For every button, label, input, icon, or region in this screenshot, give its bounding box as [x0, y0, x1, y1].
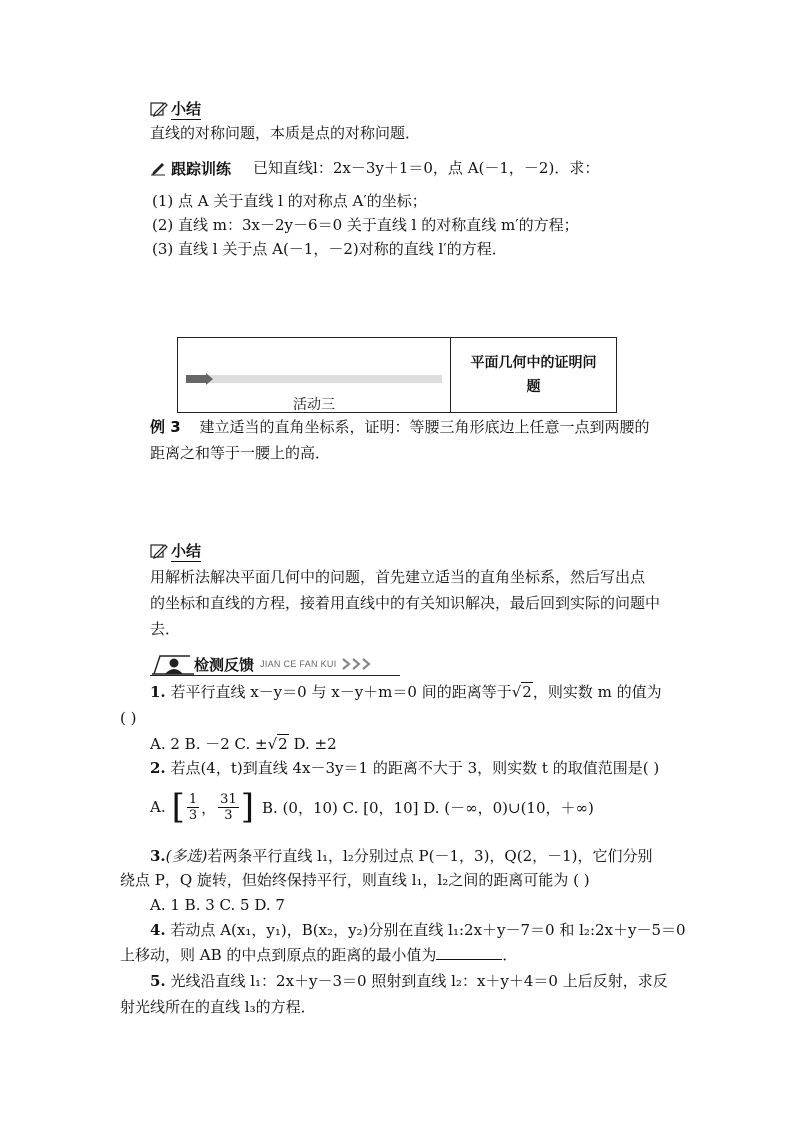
question-2 [150, 757, 659, 779]
activity-table [177, 337, 617, 413]
tracking-title: 跟踪训练 [171, 159, 232, 178]
q1-sqrt: √2 [511, 683, 532, 701]
q5-line2: 射光线所在的直线 l₃的方程． [120, 998, 316, 1016]
feedback-subtitle: JIAN CE FAN KUI [260, 659, 337, 669]
q4-number: 4. [150, 921, 166, 939]
q1-opt-sqrt: √2 [267, 735, 288, 753]
q3-options: A. 1 B. 3 C. 5 D. 7 [150, 896, 285, 914]
summary-title: 小结 [171, 100, 202, 118]
activity-cell [178, 338, 451, 412]
summary2-line2: 的坐标和直线的方程，接着用直线中的有关知识解决，最后回到实际的问题中 [150, 594, 661, 612]
q4-line2: 上移动，则 AB 的中点到原点的距离的最小值为 ． [120, 946, 518, 964]
feedback-underline [150, 675, 400, 676]
question-1 [150, 681, 662, 703]
q2-option-a-label: A. [150, 798, 166, 816]
activity-topic-line1: 平面几何中的证明问 [470, 355, 597, 371]
chevrons-right-icon [341, 658, 375, 670]
q2-number: 2. [150, 759, 166, 777]
q2-options: A. [ $\frac{1}{3}$ ， $\frac{31}{3}$ ] B. (0，10) C. [0，10] D. (－∞，0)∪(10，＋∞) [150, 787, 594, 827]
progress-bar [186, 375, 442, 383]
summary-header [150, 98, 201, 120]
q1-options: A. 2 B. －2 C. ±√2 D. ±2 [150, 735, 337, 753]
q2-text: 若点(4，t)到直线 4x－3y＝1 的距离不大于 3，则实数 t 的取值范围是( ) [170, 759, 660, 777]
question-5 [150, 970, 668, 992]
pencil-icon [150, 160, 168, 176]
q4-answer-blank [436, 945, 502, 960]
q1-number: 1. [150, 683, 166, 701]
summary2-line1: 用解析法解决平面几何中的问题，首先建立适当的直角坐标系，然后写出点 [150, 568, 646, 586]
example3-line2: 距离之和等于一腰上的高． [150, 444, 331, 462]
feedback-emblem-icon [150, 652, 194, 676]
tracking-intro: 已知直线l：2x－3y＋1＝0，点 A(－1，－2)．求： [253, 159, 600, 177]
example3-line1 [150, 416, 649, 438]
q3-line2: 绕点 P，Q 旋转，但始终保持平行，则直线 l₁，l₂之间的距离可能为 ( ) [120, 871, 590, 889]
q1-paren: ( ) [120, 709, 137, 727]
q3-line1: 若两条平行直线 l₁，l₂分别过点 P(－1，3)，Q(2，－1)，它们分别 [207, 847, 653, 865]
tracking-header [150, 157, 599, 179]
feedback-title: 检测反馈 [194, 655, 255, 674]
activity-topic [451, 338, 616, 412]
summary2-header [150, 540, 201, 562]
pencil-note-icon [150, 101, 168, 117]
summary2-line3: 去． [150, 620, 181, 638]
question-4 [150, 919, 686, 941]
feedback-banner [150, 652, 400, 676]
q5-number: 5. [150, 972, 166, 990]
tracking-item-2: (2) 直线 m：3x－2y－6＝0 关于直线 l 的对称直线 m′的方程； [152, 216, 579, 234]
q3-number: 3. [150, 847, 166, 865]
example3-text: 建立适当的直角坐标系，证明：等腰三角形底边上任意一点到两腰的 [199, 418, 650, 436]
tracking-item-1: (1) 点 A 关于直线 l 的对称点 A′的坐标； [152, 192, 427, 210]
summary2-title: 小结 [171, 542, 202, 560]
question-3 [150, 845, 653, 867]
q3-tag: (多选) [165, 847, 208, 865]
q2-frac-2: $\frac{31}{3}$ [220, 791, 237, 823]
q2-options-rest: B. (0，10) C. [0，10] D. (－∞，0)∪(10，＋∞) [261, 798, 594, 817]
tracking-item-3: (3) 直线 l 关于点 A(－1，－2)对称的直线 l′的方程． [152, 240, 507, 258]
progress-fill [186, 375, 206, 383]
q4-line1: 若动点 A(x₁，y₁)，B(x₂，y₂)分别在直线 l₁:2x＋y－7＝0 和 l₂:2x＋y－5＝0 [170, 921, 686, 939]
q1-text-pre: 若平行直线 x－y＝0 与 x－y＋m＝0 间的距离等于 [170, 683, 512, 701]
q5-line1: 光线沿直线 l₁：2x＋y－3＝0 照射到直线 l₂：x＋y＋4＝0 上后反射，求反 [170, 972, 668, 990]
pencil-note-icon [150, 543, 168, 559]
summary-text: 直线的对称问题，本质是点的对称问题． [150, 124, 421, 142]
activity-label: 活动三 [293, 397, 335, 413]
activity-topic-line2: 题 [526, 379, 541, 395]
example3-label: 例 3 [150, 418, 181, 436]
progress-arrow-icon [206, 373, 213, 385]
q2-frac-1: $\frac{1}{3}$ [188, 791, 198, 823]
q1-text-post: ，则实数 m 的值为 [532, 683, 662, 701]
